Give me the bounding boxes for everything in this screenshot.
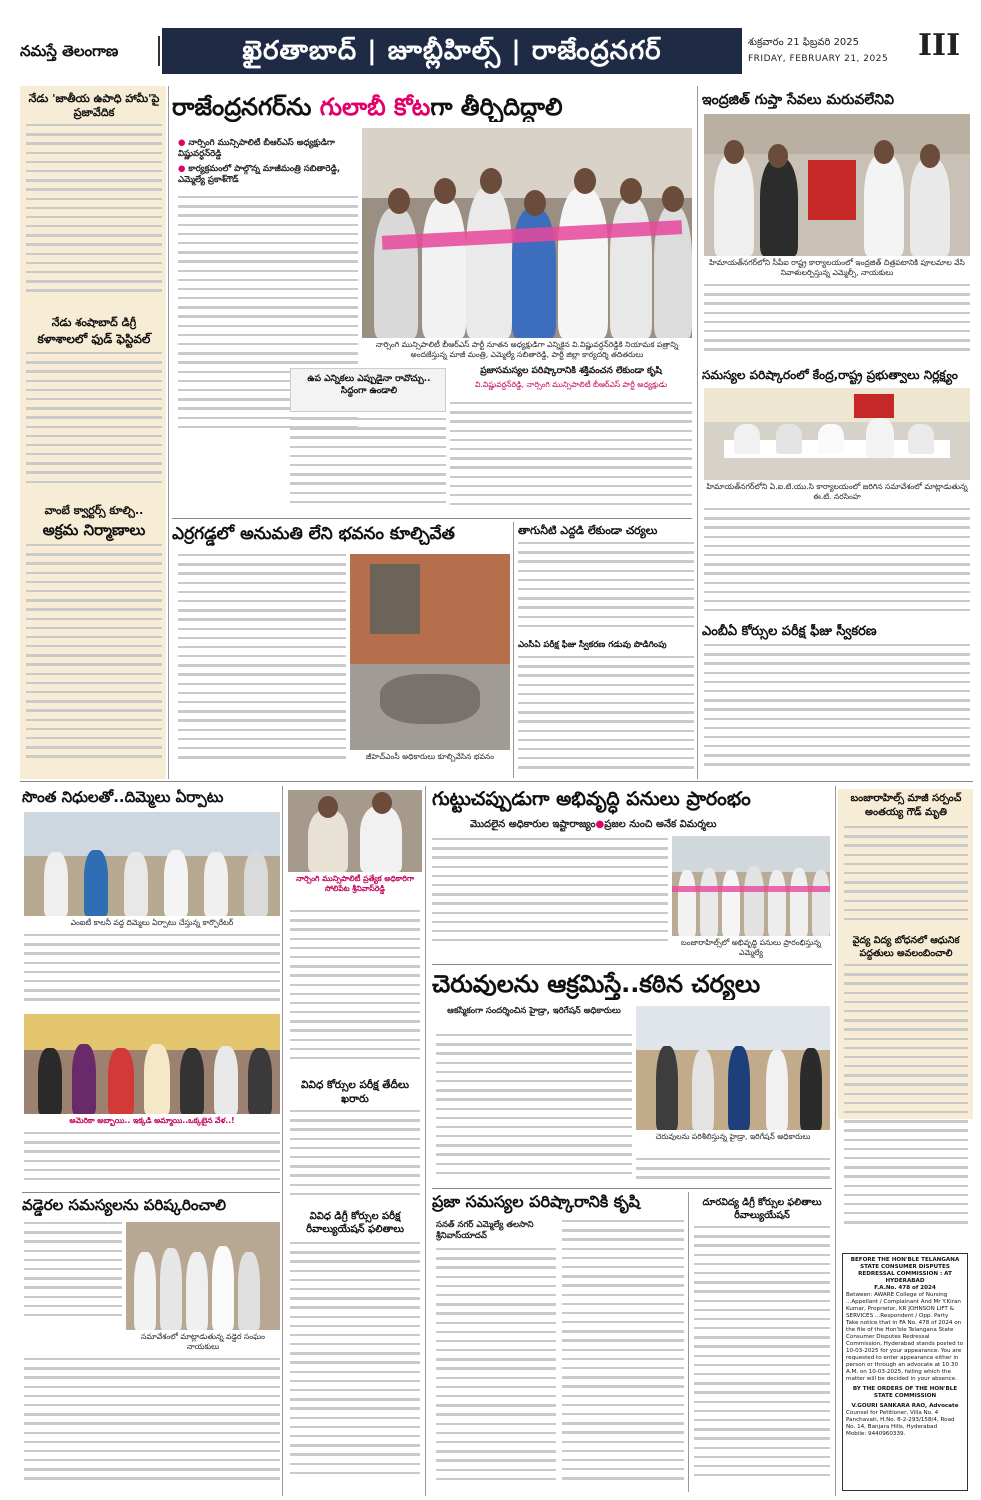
article-title: వడ్డెరల సమస్యలను పరిష్కరించాలి <box>22 1196 227 1214</box>
issue-date-en: FRIDAY, FEBRUARY 21, 2025 <box>748 54 889 64</box>
article-body <box>436 1248 556 1494</box>
article-body <box>450 402 692 514</box>
article-title: చెరువులను ఆక్రమిస్తే..కఠిన చర్యలు <box>432 970 761 998</box>
photo-caption: నార్సింగి మున్సిపాలిటీ బీఆర్‌ఎస్ పార్టీ నూతన అధ్యక్షుడిగా ఎన్నికైన వి.విష్ణువర్ధన్‌రెడ్డికి నియామక పత్రాన్ని అందజేస్తున్న మాజీ మంత్రి, ఎమ్మెల్యే సబితారెడ్డి, పార్టీ జిల్లా కార్యదర్శి తదితరులు <box>375 340 679 359</box>
lead-photo <box>362 128 692 338</box>
issue-date-te: శుక్రవారం 21 ఫిబ్రవరి 2025 <box>748 37 860 48</box>
article-title: గుట్టుచప్పుడుగా అభివృద్ధి పనులు ప్రారంభం <box>432 788 751 810</box>
photo-caption: ఎంఐటీ కాలనీ వద్ద దిమ్మెలు ఏర్పాటు చేస్తున్న కార్పొరేటర్ <box>70 918 234 927</box>
article-body <box>290 1242 420 1492</box>
article-body <box>844 964 968 1244</box>
article-body <box>290 1110 420 1206</box>
article-body <box>694 1226 830 1494</box>
legal-by: BY THE ORDERS OF THE HON'BLE STATE COMMISSION <box>852 1386 958 1399</box>
column-divider <box>835 786 836 1496</box>
article-body <box>636 1158 830 1184</box>
article-title: సొంత నిధులతో..దిమ్మెలు ఏర్పాటు <box>22 788 224 806</box>
photo-caption: అమెరికా అబ్బాయి.. ఇక్కడి అమ్మాయి..ఒక్కటైన వేళ..! <box>69 1116 235 1125</box>
article-title: తాగునీటి ఎద్దడి లేకుండా చర్యలు <box>518 524 658 537</box>
article-kicker: సనత్ నగర్ ఎమ్మెల్యే తలసాని శ్రీనివాస్‌యాదవ్ <box>436 1220 534 1241</box>
article-body <box>290 418 446 514</box>
lead-kicker-text: నార్సింగి మున్సిపాలిటీ బీఆర్‌ఎస్ అధ్యక్షుడిగా విష్ణువర్ధన్‌రెడ్డి <box>178 138 335 159</box>
article-body <box>26 544 162 774</box>
legal-court: BEFORE THE HON'BLE TELANGANA STATE CONSUMER DISPUTES REDRESSAL COMMISSION : AT HYDERABAD <box>850 1257 960 1284</box>
section-divider <box>172 518 692 519</box>
legal-address: Counsel for Petitioner, Villa No. 4 Panchavati, H.No. 8-2-293/158/4, Road No. 14, Banjara Hills, Hyderabad <box>846 1410 955 1430</box>
article-body <box>844 826 968 930</box>
column-divider <box>513 522 514 778</box>
article-title: కళాశాలలో ఫుడ్ ఫెస్టివల్ <box>37 332 151 346</box>
pillars-photo <box>24 812 280 916</box>
column-divider <box>282 786 283 1496</box>
article-body <box>26 124 162 310</box>
article-title: వివిధ డిగ్రీ కోర్సుల పరీక్ష రీవాల్యుయేషన్ ఫలితాలు <box>306 1211 404 1235</box>
section-divider <box>20 781 973 782</box>
legal-parties: Between: AWARE College of Nursing ...Appellant / Complainant And Mr Y.Kiran Kumar, Proprietor, KR JOHNSON LIFT & SERVICES ...Respondent / Opp. Party <box>846 1292 961 1319</box>
article-body <box>704 508 970 620</box>
lead-headline <box>172 92 692 122</box>
article-title: వివిధ కోర్సుల పరీక్ష తేదీలు ఖరారు <box>301 1079 409 1105</box>
legal-mobile: Mobile: 9440960339. <box>846 1431 906 1437</box>
issue-date <box>748 35 888 67</box>
article-body <box>432 838 668 950</box>
section-divider <box>22 1192 280 1193</box>
article-body <box>436 1034 632 1184</box>
photo-caption: చెరువులను పరిశీలిస్తున్న హైడ్రా, ఇరిగేషన్ అధికారులు <box>655 1132 811 1141</box>
article-kicker: ఆకస్మికంగా సందర్శించిన హైడ్రా, ఇరిగేషన్ అధికారులు <box>447 1006 621 1016</box>
brand-logo: నమస్తే తెలంగాణ <box>20 36 160 66</box>
article-title: బంజారాహిల్స్ మాజీ సర్పంచ్ అంతయ్య గౌడ్ మృతి <box>850 793 962 818</box>
photo-caption: హిమాయత్‌నగర్‌లోని సీపీఐ రాష్ట్ర కార్యాలయంలో ఇంద్రజిత్ చిత్రపటానికి పూలమాల వేసి నివాళులర్పిస్తున్న ఎమ్మెల్సీ, నాయకులు <box>709 258 965 277</box>
article-title: సమస్యల పరిష్కారంలో కేంద్ర,రాష్ట్ర ప్రభుత్వాలు నిర్లక్ష్యం <box>702 368 958 382</box>
article-title: ఎర్రగడ్డలో అనుమతి లేని భవనం కూల్చివేత <box>172 524 455 544</box>
photo-caption: సమావేశంలో మాట్లాడుతున్న వడ్డెర సంఘం నాయకులు <box>140 1332 265 1351</box>
column-divider <box>697 86 698 779</box>
article-title: ఇంద్రజిత్ గుప్తా సేవలు మరువలేనివి <box>702 92 894 108</box>
article-title: నేడు 'జాతీయ ఉపాధి హామీ'పై ప్రజావేదిక <box>28 92 160 119</box>
lead-subbox <box>290 368 446 412</box>
subbox-title: ఉప ఎన్నికలు ఎప్పుడైనా రావొచ్చు.. సిద్ధంగా ఉండాలి <box>307 374 431 396</box>
photo-caption: హిమాయత్‌నగర్‌లోని ఏ.ఐ.టి.యు.సి కార్యాలయంలో జరిగిన సమావేశంలో మాట్లాడుతున్న ఈ.టి. నరసింహ <box>706 482 968 501</box>
photo-caption: జీహెచ్‌ఎంసీ అధికారులు కూల్చివేసిన భవనం <box>365 752 495 761</box>
article-subtitle: మొదలైన అధికారుల ఇష్టారాజ్యం●ప్రజల నుంచి అనేక విమర్శలు <box>470 819 717 830</box>
edition-banner: ఖైరతాబాద్ | జూబ్లీహిల్స్ | రాజేంద్రనగర్ <box>162 28 742 74</box>
legal-advocate: V.GOURI SANKARA RAO, Advocate <box>851 1403 959 1409</box>
article-title: అక్రమ నిర్మాణాలు <box>42 521 146 539</box>
article-body <box>26 352 162 498</box>
legal-case: F.A.No. 478 of 2024 <box>874 1285 936 1291</box>
lead-kicker: ● నార్సింగి మున్సిపాలిటీ బీఆర్‌ఎస్ అధ్యక్షుడిగా విష్ణువర్ధన్‌రెడ్డి <box>178 138 335 159</box>
article-body <box>178 554 346 776</box>
column-divider <box>688 1192 689 1492</box>
vaddera-photo <box>126 1222 280 1330</box>
article-body <box>24 934 280 1010</box>
article-body <box>290 910 420 1070</box>
lead-headline-highlight: గులాబీ కోట <box>319 93 431 121</box>
lead-headline-part: గా తీర్చిదిద్దాలి <box>430 93 563 121</box>
quote-attribution: వి.విష్ణువర్ధన్‌రెడ్డి, నార్సింగి మున్సిపాలిటీ బీఆర్‌ఎస్ పార్టీ అధ్యక్షుడు <box>475 380 667 389</box>
legal-notice <box>842 1253 968 1491</box>
subtitle-text: మొదలైన అధికారుల ఇష్టారాజ్యం <box>470 819 596 830</box>
legal-notice-text: Take notice that in FA No. 478 of 2024 on the file of the Hon'ble Telangana State Consumer Disputes Redressal Commission, Hyderabad stands posted to 10-03-2025 for your appearance. You are requested to enter appearance either in person or through an advocate at 10.30 A.M. on 10-03-2025, failing which the matter will be decided in your absence. <box>846 1320 964 1382</box>
article-title: వాంబే క్వార్టర్స్ కూల్చి.. <box>44 504 144 517</box>
article-title: దూరవిద్య డిగ్రీ కోర్సుల ఫలితాలు రీవాల్యుయేషన్ <box>702 1197 822 1221</box>
meeting-photo <box>704 388 970 480</box>
article-title: ఎంబీఏ కోర్సుల పరీక్ష ఫీజు స్వీకరణ <box>702 624 877 639</box>
demolition-photo <box>350 554 510 750</box>
lead-headline-part: రాజేంద్రనగర్‌ను <box>172 93 320 121</box>
article-title: వైద్య విద్య బోధనలో ఆధునిక పద్ధతులు అవలంబించాలి <box>852 935 960 959</box>
article-body <box>24 1358 280 1492</box>
photo-caption: నార్సింగి మున్సిపాలిటీ ప్రత్యేక అధికారిగా సోలిపేట శ్రీనివాస్‌రెడ్డి <box>296 874 414 893</box>
article-body <box>704 644 970 776</box>
article-body <box>518 542 694 634</box>
article-body <box>24 1132 280 1188</box>
officer-photo <box>288 790 422 872</box>
wedding-photo <box>24 1014 280 1114</box>
lead-kicker: ● కార్యక్రమంలో పాల్గొన్న మాజీమంత్రి సబితారెడ్డి, ఎమ్మెల్యే ప్రకాశ్‌గౌడ్ <box>178 164 341 185</box>
page-number: III <box>918 28 961 63</box>
quote-title: ప్రజాసమస్యల పరిష్కారానికి శక్తివంచన లేకుండా కృషి <box>480 366 662 376</box>
article-body <box>562 1220 684 1494</box>
article-body <box>24 1222 122 1332</box>
column-divider <box>425 786 426 1496</box>
tribute-photo <box>704 114 970 256</box>
lead-kicker-text: కార్యక్రమంలో పాల్గొన్న మాజీమంత్రి సబితారెడ్డి, ఎమ్మెల్యే ప్రకాశ్‌గౌడ్ <box>178 164 341 185</box>
article-body <box>704 284 970 362</box>
lakes-photo <box>636 1006 830 1130</box>
article-title: ఎంసీఏ పరీక్ష ఫీజు స్వీకరణ గడువు పొడిగింపు <box>518 640 667 650</box>
photo-caption: బంజారాహిల్స్‌లో అభివృద్ధి పనులు ప్రారంభిస్తున్న ఎమ్మెల్యే <box>681 938 821 957</box>
section-divider <box>432 1188 832 1189</box>
section-divider <box>432 964 832 965</box>
column-divider <box>168 86 169 779</box>
article-body <box>518 656 694 776</box>
development-photo <box>672 836 830 936</box>
article-title: ప్రజా సమస్యల పరిష్కారానికి కృషి <box>432 1192 640 1211</box>
subtitle-text: ప్రజల నుంచి అనేక విమర్శలు <box>604 819 717 830</box>
article-title: నేడు శంషాబాద్ డిగ్రీ <box>51 316 137 329</box>
masthead <box>0 0 981 84</box>
